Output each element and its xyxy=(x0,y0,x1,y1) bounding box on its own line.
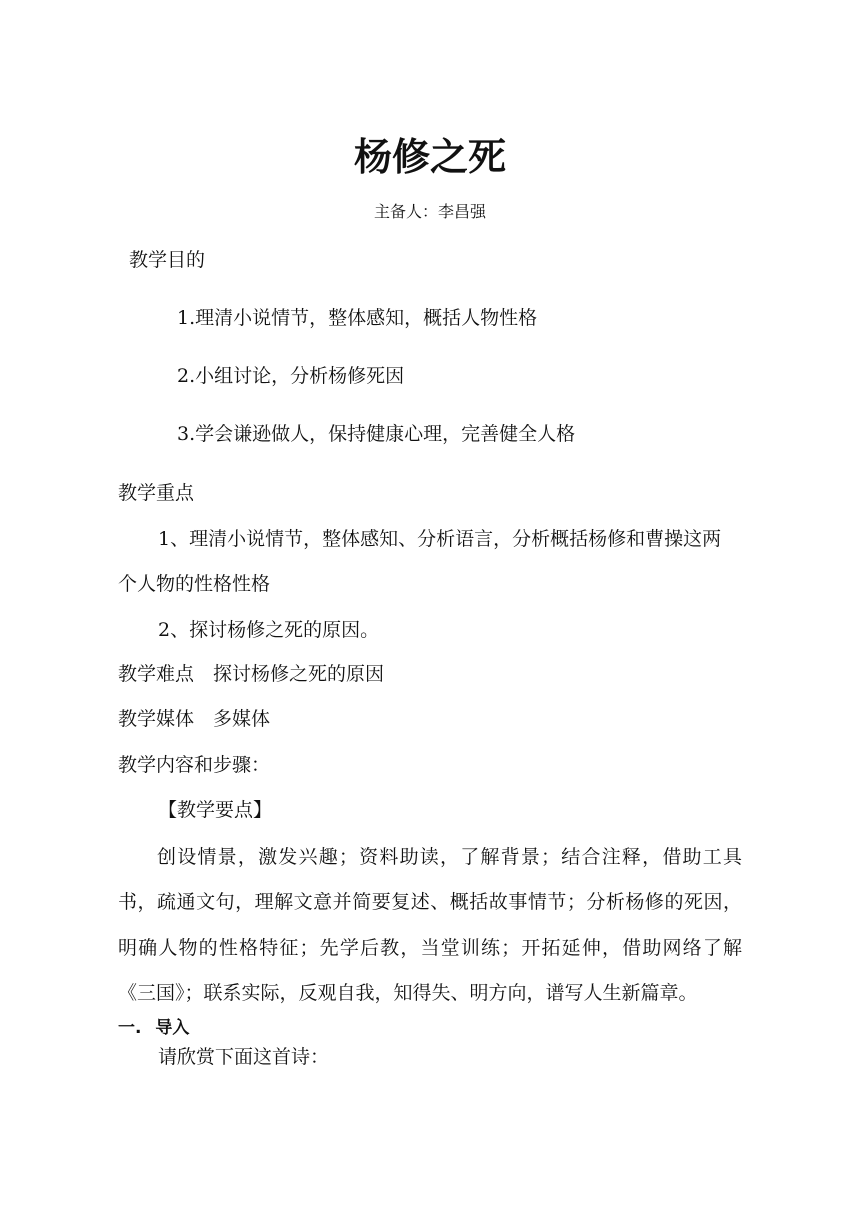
key-point-2: 2、探讨杨修之死的原因。 xyxy=(158,619,380,641)
section-number: 一. xyxy=(118,1018,142,1038)
key-points-heading: 教学重点 xyxy=(118,482,195,504)
document-title: 杨修之死 xyxy=(353,135,506,179)
media-line: 教学媒体 多媒体 xyxy=(118,708,271,730)
difficulty-line: 教学难点 探讨杨修之死的原因 xyxy=(118,663,385,685)
essentials-heading: 【教学要点】 xyxy=(158,799,273,821)
section-title: 导入 xyxy=(155,1018,190,1038)
content-steps-line: 教学内容和步骤： xyxy=(118,754,271,776)
essentials-paragraph: 创设情景，激发兴趣；资料助读，了解背景；结合注释，借助工具书，疏通文句，理解文意并简要复述、概括故事情节；分析杨修的死因，明确人物的性格特征；先学后教，当堂训练；开拓延伸，借助网络了解《三国》；联系实际，反观自我，知得失、明方向，谱写人生新篇章。 xyxy=(118,846,742,1004)
objective-item-3: 3.学会谦逊做人，保持健康心理，完善健全人格 xyxy=(177,423,576,445)
key-point-1-line-2: 个人物的性格性格 xyxy=(118,573,271,595)
objective-item-1: 1.理清小说情节，整体感知，概括人物性格 xyxy=(177,307,538,329)
author-line: 主备人：李昌强 xyxy=(373,202,486,221)
key-point-1-line-1: 1、理清小说情节，整体感知、分析语言，分析概括杨修和曹操这两 xyxy=(158,528,722,550)
section-1-heading xyxy=(118,1017,189,1039)
objectives-heading: 教学目的 xyxy=(129,249,206,271)
section-1-text: 请欣赏下面这首诗： xyxy=(158,1046,330,1068)
objective-item-2: 2.小组讨论，分析杨修死因 xyxy=(177,365,405,387)
